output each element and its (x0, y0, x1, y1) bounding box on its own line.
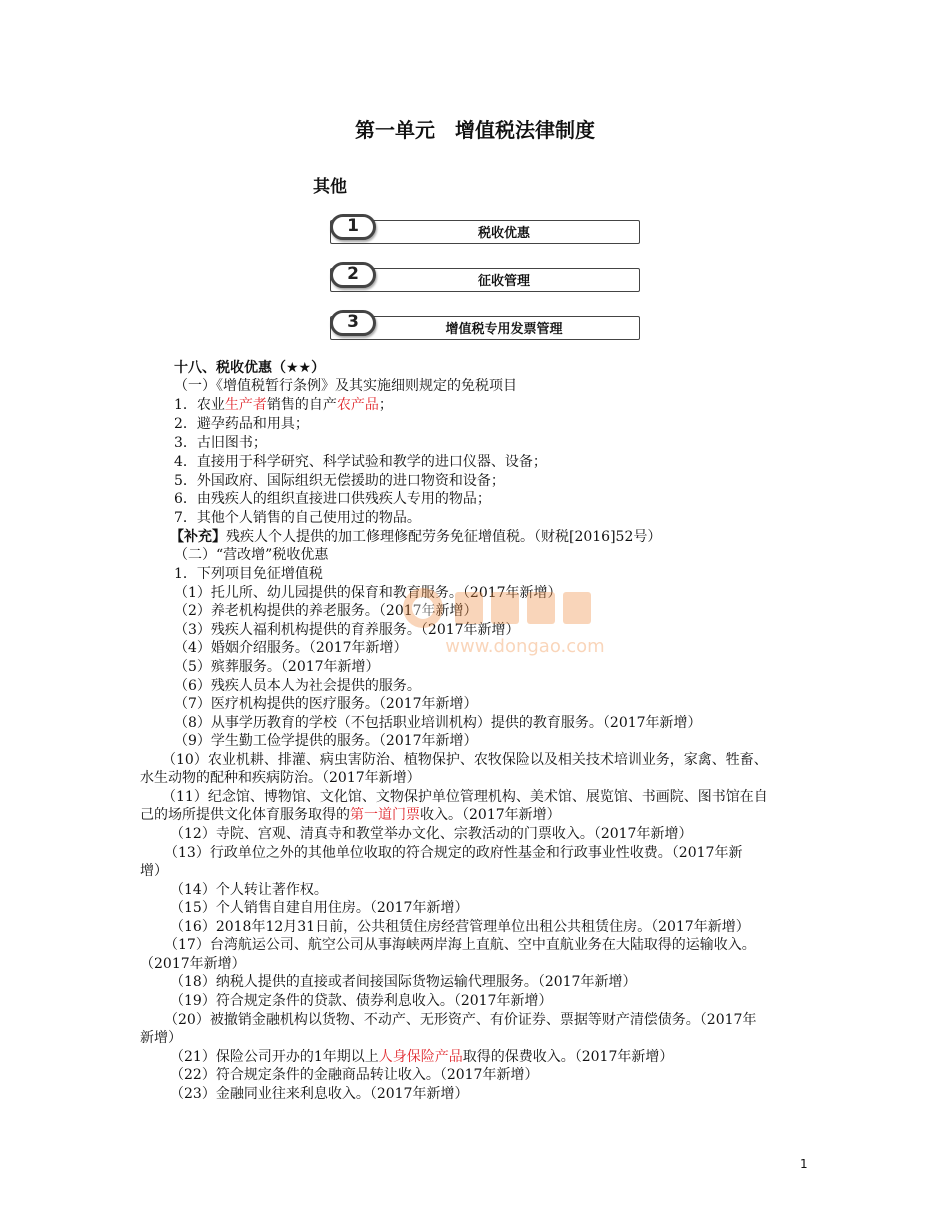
paragraph-line: （8）从事学历教育的学校（不包括职业培训机构）提供的教育服务。（2017年新增） (174, 715, 702, 731)
paragraph-line: 6．由残疾人的组织直接进口供残疾人专用的物品； (174, 491, 491, 507)
paragraph-line: （20）被撤销金融机构以货物、不动产、无形资产、有价证券、票据等财产清偿债务。（2017年 (164, 1012, 757, 1028)
text-span: 取得的保费收入。（2017年新增） (462, 1049, 674, 1065)
paragraph-line: 4．直接用于科学研究、科学试验和教学的进口仪器、设备； (174, 454, 547, 470)
paragraph-line: （3）残疾人福利机构提供的育养服务。（2017年新增） (174, 622, 520, 638)
supplement-tag: 【补充】 (170, 529, 226, 545)
highlight-text: 人身保险产品 (378, 1049, 463, 1065)
paragraph-line: 7．其他个人销售的自己使用过的物品。 (174, 510, 421, 526)
paragraph-line: （2）养老机构提供的养老服务。（2017年新增） (174, 603, 478, 619)
paragraph-line: （15）个人销售自建自用住房。（2017年新增） (170, 900, 469, 916)
paragraph-line: （9）学生勤工俭学提供的服务。（2017年新增） (174, 733, 478, 749)
paragraph-line: 3．古旧图书； (174, 435, 267, 451)
section-other-label: 其他 (313, 177, 347, 197)
document-title: 第一单元 增值税法律制度 (355, 118, 595, 142)
paragraph-line: （5）殡葬服务。（2017年新增） (174, 659, 380, 675)
paragraph-line: 2．避孕药品和用具； (174, 416, 309, 432)
paragraph-line: （11）纪念馆、博物馆、文化馆、文物保护单位管理机构、美术馆、展览馆、书画院、图书馆在自 (162, 789, 768, 805)
highlight-text: 第一道门票 (350, 807, 420, 823)
paragraph-line: 新增） (140, 1030, 182, 1046)
page-number: 1 (800, 1157, 808, 1171)
paragraph-line: （6）残疾人员本人为社会提供的服务。 (174, 678, 421, 694)
paragraph-line: （12）寺院、宫观、清真寺和教堂举办文化、宗教活动的门票收入。（2017年新增） (170, 826, 693, 842)
text-span: 己的场所提供文化体育服务取得的 (140, 807, 350, 823)
diagram-item-collection-management (330, 262, 640, 290)
highlight-text: 生产者 (224, 397, 267, 413)
paragraph-line: （一）《增值税暂行条例》及其实施细则规定的免税项目 (174, 378, 517, 394)
watermark-url: www.dongao.com (445, 636, 605, 657)
diagram-number: 1 (347, 216, 359, 236)
diagram-number: 2 (347, 264, 359, 284)
paragraph-line (140, 806, 561, 824)
paragraph-line: （10）农业机耕、排灌、病虫害防治、植物保护、农牧保险以及相关技术培训业务，家禽、牲畜、 (162, 752, 768, 768)
paragraph-line: （13）行政单位之外的其他单位收取的符合规定的政府性基金和行政事业性收费。（2017年新 (164, 845, 743, 861)
paragraph-line: （1）托儿所、幼儿园提供的保育和教育服务。（2017年新增） (174, 585, 562, 601)
paragraph-line: （17）台湾航运公司、航空公司从事海峡两岸海上直航、空中直航业务在大陆取得的运输收入。 (164, 937, 756, 953)
text-span: 收入。（2017年新增） (420, 807, 561, 823)
text-span: （21）保险公司开办的1年期以上 (170, 1049, 379, 1065)
paragraph-line: （4）婚姻介绍服务。（2017年新增） (174, 640, 408, 656)
paragraph-line: （18）纳税人提供的直接或者间接国际货物运输代理服务。（2017年新增） (170, 974, 637, 990)
paragraph-line: 增） (140, 863, 168, 879)
paragraph-line: （14）个人转让著作权。 (170, 882, 328, 898)
highlight-text: 农产品 (336, 397, 379, 413)
paragraph-line: （二）“营改增”税收优惠 (174, 547, 329, 563)
diagram-label: 税收优惠 (477, 226, 530, 241)
paragraph-line: 5．外国政府、国际组织无偿援助的进口物资和设备； (174, 473, 505, 489)
paragraph-line (170, 1048, 673, 1066)
paragraph-line: （7）医疗机构提供的医疗服务。（2017年新增） (174, 696, 478, 712)
text-span: 销售的自产 (266, 397, 337, 413)
paragraph-line: （23）金融同业往来利息收入。（2017年新增） (170, 1086, 469, 1102)
text-span: ； (378, 397, 393, 413)
paragraph-line: （16）2018年12月31日前，公共租赁住房经营管理单位出租公共租赁住房。（2017年新增） (170, 919, 750, 935)
section-heading: 十八、税收优惠（★★） (174, 360, 326, 376)
diagram-item-tax-incentives (330, 214, 640, 242)
paragraph-line: 1．下列项目免征增值税 (174, 566, 323, 582)
paragraph-line: （19）符合规定条件的贷款、债券利息收入。（2017年新增） (170, 993, 553, 1009)
text-span: 残疾人个人提供的加工修理修配劳务免征增值税。（财税[2016]52号） (226, 529, 662, 545)
paragraph-line (170, 528, 661, 546)
paragraph-line (174, 396, 393, 414)
paragraph-line: 水生动物的配种和疾病防治。（2017年新增） (140, 770, 421, 786)
diagram-number: 3 (347, 312, 359, 332)
diagram-label: 增值税专用发票管理 (445, 322, 563, 337)
text-span: 1．农业 (174, 397, 225, 413)
paragraph-line: （22）符合规定条件的金融商品转让收入。（2017年新增） (170, 1067, 539, 1083)
diagram-label: 征收管理 (477, 274, 530, 289)
watermark-logo (395, 560, 655, 680)
paragraph-line: （2017年新增） (140, 956, 246, 972)
diagram-item-invoice-management (330, 310, 640, 338)
